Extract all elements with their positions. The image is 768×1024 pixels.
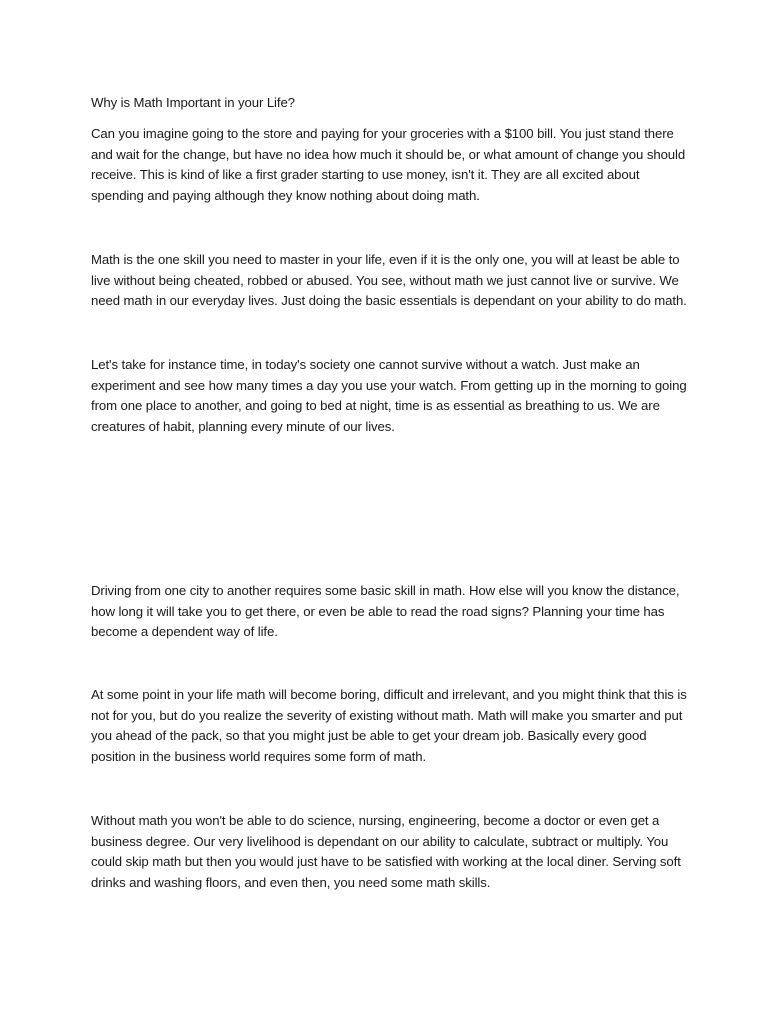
paragraph-boring: At some point in your life math will become boring, difficult and irrelevant, and you might think that this is not for you, but do you realize the severity of existing without math. Math will make you smarter and put you ahead of the pack, so that you might just be able to get your dream job. Basically every good position in the business world requires some form of math. <box>91 687 687 764</box>
paragraph-time: Let's take for instance time, in today's society one cannot survive without a watch. Just make an experiment and see how many times a day you use your watch. From getting up in the morning to going from one place to another, and going to bed at night, time is as essential as breathing to us. We are creatures of habit, planning every minute of our lives. <box>91 357 687 434</box>
paragraph-groceries: Can you imagine going to the store and paying for your groceries with a $100 bill. You just stand there and wait for the change, but have no idea how much it should be, or what amount of change you should receive. This is kind of like a first grader starting to use money, isn't it. They are all excited about spending and paying although they know nothing about doing math. <box>91 126 686 203</box>
paragraph-careers: Without math you won't be able to do science, nursing, engineering, become a doctor or even get a business degree. Our very livelihood is dependant on our ability to calculate, subtract or multiply. You could skip math but then you would just have to be satisfied with working at the local diner. Serving soft drinks and washing floors, and even then, you need some math skills. <box>91 813 681 890</box>
document-title: Why is Math Important in your Life? <box>91 95 295 110</box>
paragraph-driving: Driving from one city to another requires some basic skill in math. How else will you know the distance, how long it will take you to get there, or even be able to read the road signs? Planning your time has become a dependent way of life. <box>91 583 680 640</box>
paragraph-math-skill: Math is the one skill you need to master in your life, even if it is the only one, you will at least be able to live without being cheated, robbed or abused. You see, without math we just cannot live or survive. We need math in our everyday lives. Just doing the basic essentials is dependant on your ability to do math. <box>91 252 687 309</box>
